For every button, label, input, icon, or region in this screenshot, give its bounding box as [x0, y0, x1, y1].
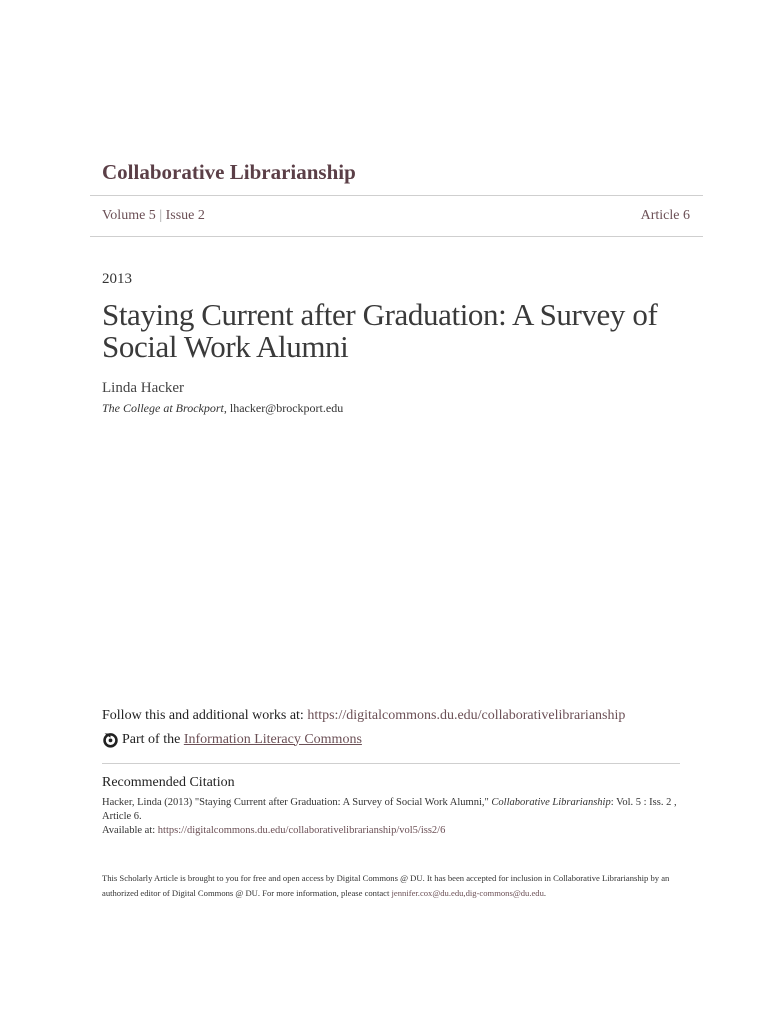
- bepress-logo-icon: [102, 731, 119, 748]
- issue-link[interactable]: Issue 2: [165, 208, 205, 223]
- volume-issue: [102, 208, 205, 224]
- article-title: Staying Current after Graduation: A Survey of Social Work Alumni: [102, 297, 658, 364]
- contact-email-link[interactable]: jennifer.cox@du.edu,dig-commons@du.edu: [391, 888, 544, 898]
- author-email: , lhacker@brockport.edu: [223, 401, 344, 415]
- separator: |: [159, 208, 163, 223]
- author-affiliation: [102, 401, 343, 416]
- available-label: Available at:: [102, 825, 158, 836]
- citation-text: [102, 796, 682, 838]
- author-name: Linda Hacker: [102, 380, 185, 396]
- divider: [90, 195, 703, 196]
- volume-link[interactable]: Volume 5: [102, 208, 156, 223]
- follow-line: [102, 708, 625, 724]
- journal-title[interactable]: Collaborative Librarianship: [102, 160, 356, 184]
- notice-end: .: [543, 888, 547, 898]
- citation-journal: Collaborative Librarianship: [491, 797, 611, 808]
- divider: [90, 236, 703, 237]
- follow-link[interactable]: https://digitalcommons.du.edu/collaborativelibrarianship: [307, 708, 626, 723]
- part-of-line: [102, 731, 362, 748]
- publication-year: 2013: [102, 271, 132, 287]
- information-literacy-link[interactable]: Information Literacy Commons: [183, 731, 362, 747]
- citation-url[interactable]: https://digitalcommons.du.edu/collaborativelibrarianship/vol5/iss2/6: [157, 825, 446, 836]
- access-notice: [102, 871, 692, 901]
- institution: The College at Brockport: [102, 401, 224, 415]
- divider: [102, 763, 680, 764]
- follow-label: Follow this and additional works at:: [102, 708, 308, 723]
- citation-heading: Recommended Citation: [102, 775, 235, 790]
- partof-label: Part of the: [122, 731, 181, 747]
- notice-text: This Scholarly Article is brought to you for free and open access by Digital Commons @ DU. It has been accepted for inclusion in Collaborative Librarianship by an authorized editor of Digital Commons @ DU. For more information, please contact: [102, 873, 670, 898]
- citation-end: : Vol. 5 : Iss. 2 , Article 6.: [102, 797, 677, 822]
- article-number[interactable]: Article 6: [640, 208, 690, 223]
- citation-start: Hacker, Linda (2013) "Staying Current after Graduation: A Survey of Social Work Alumni,": [102, 797, 492, 808]
